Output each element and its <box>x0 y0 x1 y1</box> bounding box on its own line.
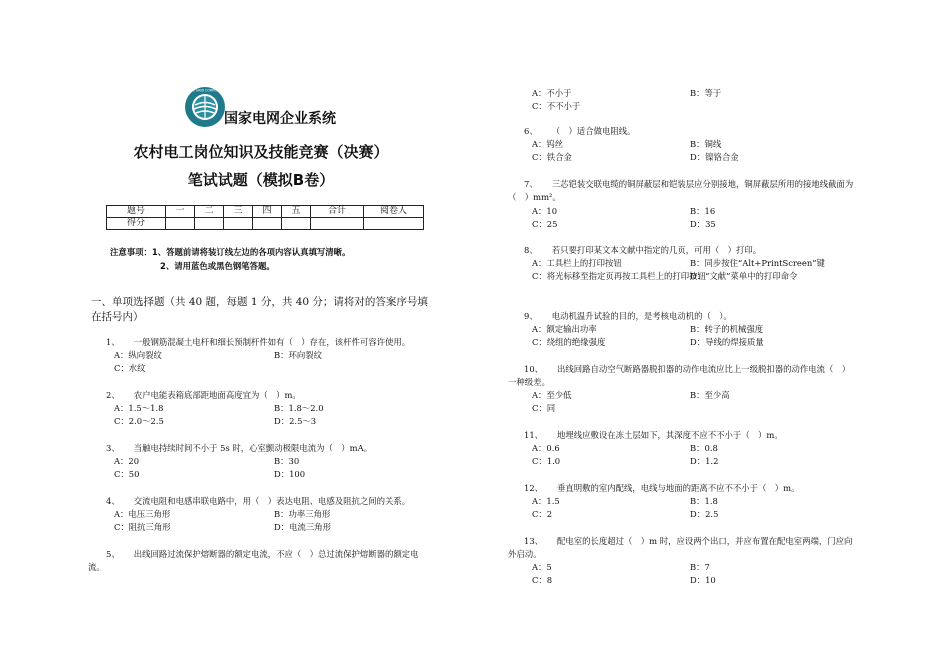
question-text: 出线回路过流保护熔断器的额定电流，不应（ ）总过流保护熔断器的额定电流。 <box>88 549 419 572</box>
score-input-cell[interactable] <box>166 218 195 230</box>
option-a[interactable]: A：纵向裂纹 <box>114 350 162 360</box>
option-d[interactable]: D：100 <box>274 469 306 479</box>
score-header-cell: 四 <box>253 206 282 218</box>
option-c[interactable]: C：水纹 <box>114 363 146 373</box>
question-text: 地埋线应敷设在冻土层如下，其深度不应不不小于（ ）m。 <box>557 430 783 440</box>
question-stem <box>508 310 858 323</box>
question-11 <box>508 429 858 466</box>
score-input-cell[interactable] <box>195 218 224 230</box>
option-c[interactable]: C：8 <box>532 575 553 585</box>
score-header-cell: 一 <box>166 206 195 218</box>
question-text: 出线回路自动空气断路器脱扣器的动作电流应比上一级脱扣器的动作电流（ ）一种级差。 <box>508 364 851 387</box>
question-stem <box>88 548 434 574</box>
option-b[interactable]: B：同步按住“Alt+PrintScreen”键 <box>690 258 825 268</box>
question-stem <box>508 125 858 138</box>
score-input-cell[interactable] <box>253 218 282 230</box>
option-c[interactable]: C：2 <box>532 509 553 519</box>
question-text: 若只要打印某文本文献中指定的几页，可用（ ）打印。 <box>551 245 762 255</box>
question-number: 1、 <box>106 337 120 347</box>
option-d[interactable]: D：1.2 <box>690 456 719 466</box>
option-d[interactable]: D：35 <box>690 219 716 229</box>
question-stem <box>508 535 858 561</box>
option-b[interactable]: B：7 <box>690 562 710 572</box>
question-number: 13、 <box>524 536 544 546</box>
question-number: 3、 <box>106 443 120 453</box>
option-d[interactable]: D：电流三角形 <box>274 522 331 532</box>
question-2 <box>88 389 434 426</box>
question-number: 9、 <box>524 311 538 321</box>
option-a[interactable]: A：5 <box>532 562 552 572</box>
question-13 <box>508 535 858 585</box>
option-b[interactable]: B：至少高 <box>690 390 730 400</box>
option-c[interactable]: C：2.0～2.5 <box>114 416 164 426</box>
question-4 <box>88 495 434 532</box>
option-d[interactable]: D：2.5～3 <box>274 416 317 426</box>
option-d[interactable]: D：镍铬合金 <box>690 152 739 162</box>
option-a[interactable]: A：额定输出功率 <box>532 324 597 334</box>
question-stem <box>88 336 434 349</box>
score-table-header-row <box>107 206 424 218</box>
question-stem <box>88 442 434 455</box>
option-a[interactable]: A：不小于 <box>532 88 572 98</box>
org-name: 国家电网企业系统 <box>224 111 336 127</box>
option-c[interactable]: C：25 <box>532 219 558 229</box>
notes <box>110 245 430 273</box>
option-c[interactable]: C：不不小于 <box>532 101 581 111</box>
question-number: 5、 <box>106 549 120 559</box>
score-row-label: 得分 <box>107 218 166 230</box>
score-input-cell[interactable] <box>364 218 424 230</box>
question-number: 11、 <box>524 430 544 440</box>
score-header-cell: 合计 <box>311 206 364 218</box>
question-text: 一般钢筋混凝土电杆和细长预制杆件如有（ ）存在，该杆件可容许使用。 <box>133 337 411 347</box>
question-number: 10、 <box>524 364 544 374</box>
question-text: 三芯铠装交联电缆的铜屏蔽层和铠装层应分别接地，铜屏蔽层所用的接地线截面为（ ）mm²。 <box>508 179 854 202</box>
option-c[interactable]: C：50 <box>114 469 140 479</box>
option-d[interactable]: D：“文献”菜单中的打印命令 <box>690 271 798 281</box>
score-header-cell: 题号 <box>107 206 166 218</box>
option-c[interactable]: C：同 <box>532 403 556 413</box>
question-1 <box>88 336 434 373</box>
option-c[interactable]: C：铁合金 <box>532 152 572 162</box>
option-c[interactable]: C：1.0 <box>532 456 561 466</box>
score-header-cell: 五 <box>282 206 311 218</box>
option-a[interactable]: A：工具栏上的打印按钮 <box>532 258 622 268</box>
option-b[interactable]: B：功率三角形 <box>274 509 331 519</box>
option-b[interactable]: B：1.8～2.0 <box>274 403 324 413</box>
question-number: 2、 <box>106 390 120 400</box>
option-a[interactable]: A：20 <box>114 456 140 466</box>
option-a[interactable]: A：1.5 <box>532 496 560 506</box>
question-text: 垂直明敷的室内配线，电线与地面的距离不应不不小于（ ）m。 <box>557 483 800 493</box>
question-number: 7、 <box>524 179 538 189</box>
question-10 <box>508 363 858 413</box>
question-7 <box>508 178 858 229</box>
question-3 <box>88 442 434 479</box>
question-8 <box>508 244 858 281</box>
question-6 <box>508 125 858 162</box>
score-input-cell[interactable] <box>224 218 253 230</box>
option-b[interactable]: B：铜线 <box>690 139 722 149</box>
question-text: 当触电持续时间不小于 5s 时，心室颤动极限电流为（ ）mA。 <box>133 443 373 453</box>
score-table-score-row <box>107 218 424 230</box>
score-header-cell: 三 <box>224 206 253 218</box>
question-9 <box>508 310 858 347</box>
option-a[interactable]: A：1.5～1.8 <box>114 403 164 413</box>
option-b[interactable]: B：等于 <box>690 88 722 98</box>
option-a[interactable]: A：10 <box>532 206 558 216</box>
option-b[interactable]: B：30 <box>274 456 300 466</box>
option-d[interactable]: D：2.5 <box>690 509 719 519</box>
score-input-cell[interactable] <box>282 218 311 230</box>
question-stem <box>508 429 858 442</box>
question-stem <box>88 389 434 402</box>
option-b[interactable]: B：0.8 <box>690 443 718 453</box>
note-line-2: 2、请用蓝色或黑色钢笔答题。 <box>160 261 275 271</box>
option-a[interactable]: A：钨丝 <box>532 139 564 149</box>
question-text: 农户电能表箱底部距地面高度宜为（ ）m。 <box>133 390 301 400</box>
question-text: 交流电阻和电感串联电路中，用（ ）表达电阻、电感及阻抗之间的关系。 <box>133 496 411 506</box>
question-text: 电动机温升试验的目的，是考核电动机的（ ）。 <box>551 311 732 321</box>
note-line-1: 注意事项：1、答题前请将装订线左边的各项内容认真填写清晰。 <box>110 247 351 257</box>
option-c[interactable]: C：绕组的绝缘强度 <box>532 337 606 347</box>
question-number: 12、 <box>524 483 544 493</box>
exam-subtitle: 笔试试题（模拟B卷） <box>187 171 335 189</box>
question-12 <box>508 482 858 519</box>
question-stem <box>88 495 434 508</box>
exam-title: 农村电工岗位知识及技能竞赛（决赛） <box>133 143 389 161</box>
question-stem <box>508 244 858 257</box>
section-title: 一、单项选择题（共 40 题，每题 1 分，共 40 分；请将对的答案序号填在括号内） <box>91 296 428 323</box>
question-number: 6、 <box>524 126 538 136</box>
option-d[interactable]: D：导线的焊接质量 <box>690 337 764 347</box>
question-text: （ ）适合做电阻线。 <box>551 126 636 136</box>
question-stem <box>508 178 858 204</box>
logo-text: 国家电网公司 STATE GRID CORPORATION OF CHINA <box>165 88 245 93</box>
question-number: 8、 <box>524 245 538 255</box>
option-c[interactable]: C：阻抗三角形 <box>114 522 171 532</box>
header <box>165 86 434 134</box>
option-a[interactable]: A：0.6 <box>532 443 560 453</box>
score-input-cell[interactable] <box>311 218 364 230</box>
score-header-cell: 二 <box>195 206 224 218</box>
score-table <box>106 205 424 230</box>
question-stem <box>508 482 858 495</box>
option-a[interactable]: A：至少低 <box>532 390 572 400</box>
option-b[interactable]: B：16 <box>690 206 716 216</box>
option-b[interactable]: B：1.8 <box>690 496 718 506</box>
question-text: 配电室的长度超过（ ）m 时，应设两个出口，并应布置在配电室两端，门应向外启动。 <box>508 536 853 559</box>
question-5 <box>88 548 434 574</box>
state-grid-logo-icon <box>165 86 245 128</box>
option-c[interactable]: C：将光标移至指定页再按工具栏上的打印按钮 <box>532 271 706 281</box>
option-b[interactable]: B：转子的机械强度 <box>690 324 764 334</box>
option-d[interactable]: D：10 <box>690 575 716 585</box>
score-header-cell: 阅卷人 <box>364 206 424 218</box>
option-b[interactable]: B：环向裂纹 <box>274 350 323 360</box>
option-a[interactable]: A：电压三角形 <box>114 509 171 519</box>
question-stem <box>508 363 858 389</box>
question-number: 4、 <box>106 496 120 506</box>
